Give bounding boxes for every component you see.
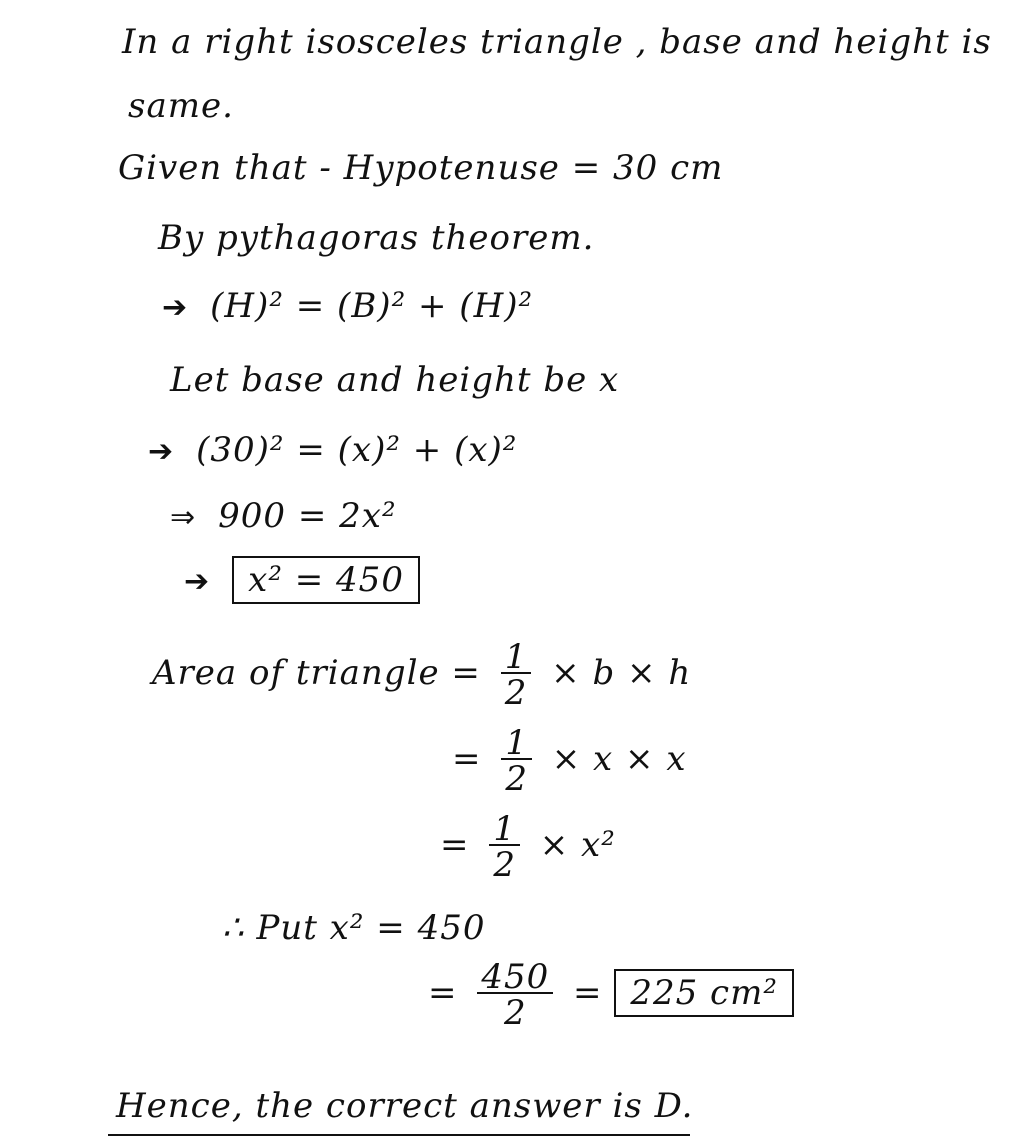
area-step2-line bbox=[452, 723, 687, 799]
area-formula-line bbox=[152, 637, 692, 713]
given-line: Given that - Hypotenuse = 30 cm bbox=[118, 148, 724, 188]
fraction-denominator: 2 bbox=[503, 993, 527, 1033]
fraction-one-half bbox=[501, 637, 532, 713]
fraction-numerator: 450 bbox=[477, 962, 553, 994]
equals-sign: = bbox=[440, 825, 470, 865]
fraction-one-half bbox=[501, 723, 532, 799]
fraction-denominator: 2 bbox=[505, 759, 528, 799]
fraction-450-over-2 bbox=[477, 957, 553, 1033]
boxed-result-x-squared: x² = 450 bbox=[232, 556, 420, 604]
final-line bbox=[428, 957, 794, 1033]
pythagoras-formula: (H)² = (B)² + (H)² bbox=[210, 286, 534, 326]
equals-sign: = bbox=[573, 973, 603, 1013]
fraction-one-half bbox=[489, 809, 520, 885]
fraction-numerator: 1 bbox=[489, 814, 520, 846]
equals-sign: = bbox=[428, 973, 458, 1013]
fraction-denominator: 2 bbox=[504, 673, 528, 713]
intro-line-2: same. bbox=[128, 86, 234, 126]
let-line: Let base and height be x bbox=[170, 360, 620, 400]
double-arrow-icon: ⇒ bbox=[170, 500, 197, 535]
boxed-final-answer: 225 cm² bbox=[614, 969, 794, 1017]
fraction-numerator: 1 bbox=[501, 728, 532, 760]
conclusion-underline bbox=[108, 1134, 690, 1136]
arrow-icon: ➔ bbox=[148, 434, 175, 469]
step1-equation: (30)² = (x)² + (x)² bbox=[196, 430, 518, 470]
arrow-icon: ➔ bbox=[184, 564, 211, 599]
fraction-numerator: 1 bbox=[501, 642, 532, 674]
area-label: Area of triangle = bbox=[152, 653, 481, 693]
area-formula-rest: × b × h bbox=[551, 653, 692, 693]
step1-line bbox=[148, 430, 517, 472]
theorem-line: By pythagoras theorem. bbox=[158, 218, 595, 258]
intro-line-1: In a right isosceles triangle , base and height is bbox=[122, 22, 992, 62]
step3-line bbox=[184, 556, 420, 604]
equals-sign: = bbox=[452, 739, 482, 779]
step2-equation: 900 = 2x² bbox=[218, 496, 397, 536]
area-step3-rest: × x² bbox=[539, 825, 616, 865]
put-line: ∴ Put x² = 450 bbox=[222, 908, 486, 948]
arrow-icon: ➔ bbox=[162, 290, 189, 325]
step2-line bbox=[170, 496, 397, 538]
area-step3-line bbox=[440, 809, 616, 885]
area-step2-rest: × x × x bbox=[551, 739, 687, 779]
conclusion-line: Hence, the correct answer is D. bbox=[116, 1086, 694, 1126]
pythagoras-formula-line bbox=[162, 286, 533, 328]
fraction-denominator: 2 bbox=[493, 845, 516, 885]
